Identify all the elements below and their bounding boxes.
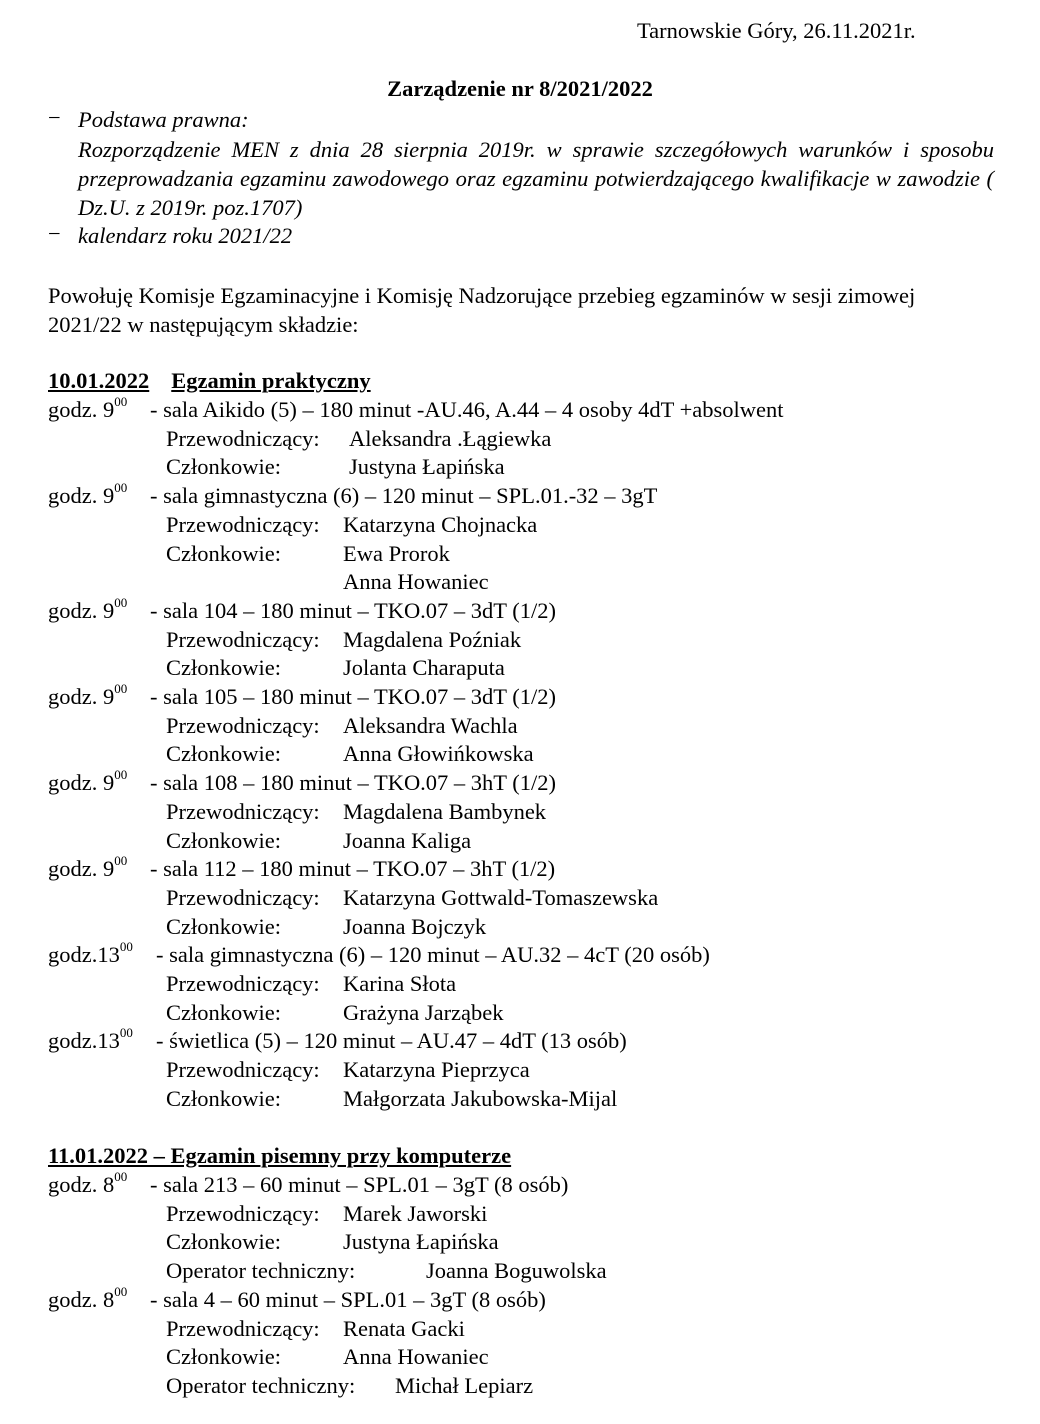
members-label: Członkowie: [166, 827, 281, 853]
exam-time-wrap [48, 594, 128, 624]
exam-time-wrap [48, 1169, 128, 1198]
chair-name: Karina Słota [343, 971, 457, 996]
legal-basis-label: Podstawa prawna: [78, 107, 249, 132]
chair-name: Aleksandra Wachla [343, 712, 518, 738]
section-name: Egzamin praktyczny [171, 368, 371, 393]
section-heading-computer: 11.01.2022 – Egzamin pisemny przy komputerze [48, 1143, 512, 1168]
chair-label: Przewodniczący: [166, 1200, 320, 1226]
calendar-note: kalendarz roku 2021/22 [78, 223, 293, 248]
time-minutes: 00 [114, 681, 128, 696]
exam-time-wrap [48, 1283, 128, 1313]
member-name: Anna Howaniec [343, 1344, 489, 1370]
operator-label: Operator techniczny: [166, 1258, 356, 1284]
exam-hour: godz. 9 [48, 770, 115, 796]
exam-time-wrap [48, 394, 128, 423]
time-minutes: 00 [114, 767, 128, 783]
chair-label: Przewodniczący: [166, 1315, 320, 1341]
chair-label: Przewodniczący: [166, 425, 320, 451]
exam-hour: godz.13 [48, 942, 120, 968]
member-name: Anna Głowińkowska [343, 741, 534, 767]
time-minutes: 00 [114, 1169, 128, 1184]
members-label: Członkowie: [166, 741, 281, 767]
intro-paragraph: Powołuję Komisje Egzaminacyjne i Komisję Nadzorujące przebieg egzaminów w sesji zimowej 2021/22 w następującym składzie: [48, 283, 916, 337]
members-label: Członkowie: [166, 1229, 281, 1255]
bullet-dash: − [48, 105, 61, 130]
member-name: Ewa Prorok [343, 540, 450, 566]
document-title: Zarządzenie nr 8/2021/2022 [387, 76, 653, 101]
exam-time-wrap [48, 853, 128, 882]
time-minutes: 00 [114, 594, 128, 610]
chair-label: Przewodniczący: [166, 884, 320, 910]
operator-name: Michał Lepiarz [395, 1372, 534, 1398]
exam-time-wrap [48, 480, 128, 509]
exam-details: - sala gimnastyczna (6) – 120 minut – SPL.01.-32 – 3gT [150, 483, 658, 509]
chair-name: Magdalena Poźniak [343, 626, 522, 652]
exam-time-wrap [48, 767, 128, 796]
exam-hour: godz. 8 [48, 1286, 115, 1312]
time-minutes: 00 [119, 1025, 133, 1041]
time-minutes: 00 [114, 853, 128, 869]
exam-hour: godz. 8 [48, 1172, 115, 1197]
time-minutes: 00 [114, 394, 128, 409]
member-name: Joanna Kaliga [343, 827, 472, 853]
operator-label: Operator techniczny: [166, 1372, 356, 1398]
exam-hour: godz. 9 [48, 684, 115, 709]
members-label: Członkowie: [166, 1344, 281, 1370]
chair-label: Przewodniczący: [166, 626, 320, 652]
document-date: Tarnowskie Góry, 26.11.2021r. [637, 18, 916, 43]
chair-label: Przewodniczący: [166, 971, 320, 996]
exam-details: - sala 112 – 180 minut – TKO.07 – 3hT (1/2) [150, 856, 556, 882]
member-name: Justyna Łapińska [349, 454, 505, 480]
chair-name: Katarzyna Chojnacka [343, 511, 538, 537]
member-name: Anna Howaniec [343, 569, 489, 595]
exam-hour: godz.13 [48, 1028, 120, 1054]
exam-details: - sala 4 – 60 minut – SPL.01 – 3gT (8 osób) [150, 1286, 546, 1312]
exam-details: - sala 105 – 180 minut – TKO.07 – 3dT (1/2) [150, 684, 557, 709]
exam-details: - sala 213 – 60 minut – SPL.01 – 3gT (8 osób) [150, 1172, 569, 1197]
exam-details: - sala Aikido (5) – 180 minut -AU.46, A.44 – 4 osoby 4dT +absolwent [150, 397, 784, 422]
chair-name: Magdalena Bambynek [343, 798, 547, 824]
member-name: Joanna Bojczyk [343, 913, 487, 939]
exam-time-wrap [48, 1025, 133, 1054]
chair-label: Przewodniczący: [166, 798, 320, 824]
time-minutes: 00 [114, 1283, 128, 1299]
member-name: Małgorzata Jakubowska-Mijal [343, 1085, 618, 1111]
time-minutes: 00 [114, 480, 128, 496]
exam-hour: godz. 9 [48, 397, 115, 422]
exam-time-wrap [48, 939, 133, 968]
member-name: Jolanta Charaputa [343, 655, 505, 681]
exam-details: - świetlica (5) – 120 minut – AU.47 – 4dT (13 osób) [156, 1028, 627, 1054]
operator-name: Joanna Boguwolska [426, 1258, 607, 1284]
exam-hour: godz. 9 [48, 597, 115, 623]
chair-name: Renata Gacki [343, 1315, 465, 1341]
members-label: Członkowie: [166, 999, 281, 1025]
members-label: Członkowie: [166, 913, 281, 939]
chair-name: Marek Jaworski [343, 1200, 488, 1226]
legal-basis-text: Rozporządzenie MEN z dnia 28 sierpnia 2019r. w sprawie szczegółowych warunków i sposobu przeprowadzania egzaminu zawodowego oraz egzaminu potwierdzającego kwalifikacje w zawodzie ( Dz.U. z 2019r. poz.1707) [78, 137, 994, 220]
section-date: 10.01.2022 [48, 368, 150, 393]
exam-hour: godz. 9 [48, 483, 115, 509]
exam-details: - sala 108 – 180 minut – TKO.07 – 3hT (1/2) [150, 770, 557, 796]
chair-name: Katarzyna Pieprzyca [343, 1057, 530, 1083]
exam-details: - sala gimnastyczna (6) – 120 minut – AU.32 – 4cT (20 osób) [156, 942, 710, 968]
member-name: Grażyna Jarząbek [343, 999, 504, 1025]
chair-label: Przewodniczący: [166, 1057, 320, 1083]
members-label: Członkowie: [166, 540, 281, 566]
exam-hour: godz. 9 [48, 856, 115, 882]
exam-details: - sala 104 – 180 minut – TKO.07 – 3dT (1/2) [150, 597, 557, 623]
members-label: Członkowie: [166, 454, 281, 480]
exam-time-wrap [48, 681, 128, 710]
chair-label: Przewodniczący: [166, 511, 320, 537]
chair-label: Przewodniczący: [166, 712, 320, 738]
chair-name: Katarzyna Gottwald-Tomaszewska [343, 884, 659, 910]
bullet-dash: − [48, 221, 61, 246]
section-heading-practical [48, 368, 371, 394]
members-label: Członkowie: [166, 655, 281, 681]
member-name: Justyna Łapińska [343, 1229, 499, 1255]
time-minutes: 00 [119, 939, 133, 955]
members-label: Członkowie: [166, 1085, 281, 1111]
chair-name: Aleksandra .Łągiewka [349, 425, 552, 451]
